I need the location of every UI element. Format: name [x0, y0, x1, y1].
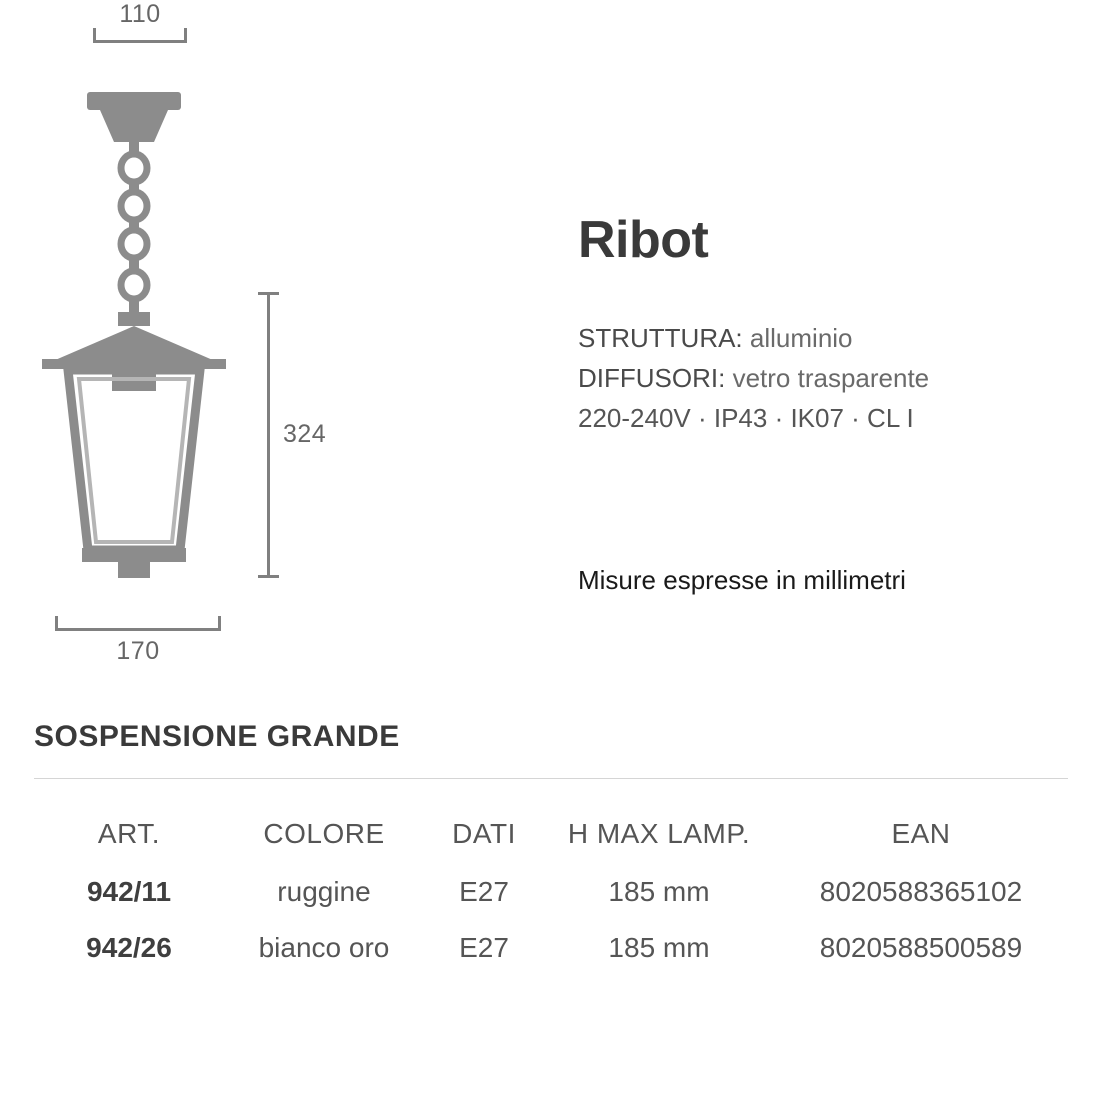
dimension-top-line: [93, 40, 187, 43]
spec-diffusori: [578, 358, 1078, 398]
product-info: [578, 210, 1078, 438]
dimension-bottom-label: 170: [116, 637, 160, 665]
dimension-height-label: 324: [283, 420, 327, 448]
cell-colore: ruggine: [277, 876, 371, 907]
article-table: [34, 810, 1068, 976]
spec-struttura-label: STRUTTURA:: [578, 323, 743, 353]
table-row: [34, 864, 1068, 920]
table-header-row: [34, 810, 1068, 864]
column-header-ean: EAN: [891, 818, 951, 849]
spec-struttura: [578, 318, 1078, 358]
cell-hmax: 185 mm: [608, 932, 710, 963]
cell-ean: 8020588365102: [819, 876, 1023, 907]
product-title: Ribot: [578, 211, 709, 269]
spec-electrical: 220-240V · IP43 · IK07 · CL I: [578, 403, 914, 433]
column-header-art: ART.: [97, 818, 161, 849]
table-row: [34, 920, 1068, 976]
cell-dati: E27: [459, 932, 509, 963]
dimension-height-line: [267, 292, 270, 578]
table-heading: SOSPENSIONE GRANDE: [34, 720, 400, 753]
pendant-lamp-illustration: [30, 80, 290, 605]
cell-hmax: 185 mm: [608, 876, 710, 907]
dimension-bottom-line: [55, 628, 221, 631]
spec-diffusori-label: DIFFUSORI:: [578, 363, 726, 393]
cell-ean: 8020588500589: [819, 932, 1023, 963]
spec-struttura-value: alluminio: [749, 323, 853, 353]
column-header-hmax: H MAX LAMP.: [567, 818, 751, 849]
table-divider: [34, 778, 1068, 779]
spec-diffusori-value: vetro trasparente: [732, 363, 930, 393]
cell-dati: E27: [459, 876, 509, 907]
technical-drawing: [0, 0, 540, 690]
measure-unit-note: Misure espresse in millimetri: [578, 565, 906, 595]
column-header-colore: COLORE: [263, 818, 385, 849]
cell-art: 942/26: [86, 932, 172, 963]
cell-colore: bianco oro: [258, 932, 390, 963]
cell-art: 942/11: [86, 876, 172, 907]
dimension-top-label: 110: [119, 0, 161, 28]
column-header-dati: DATI: [452, 818, 516, 849]
